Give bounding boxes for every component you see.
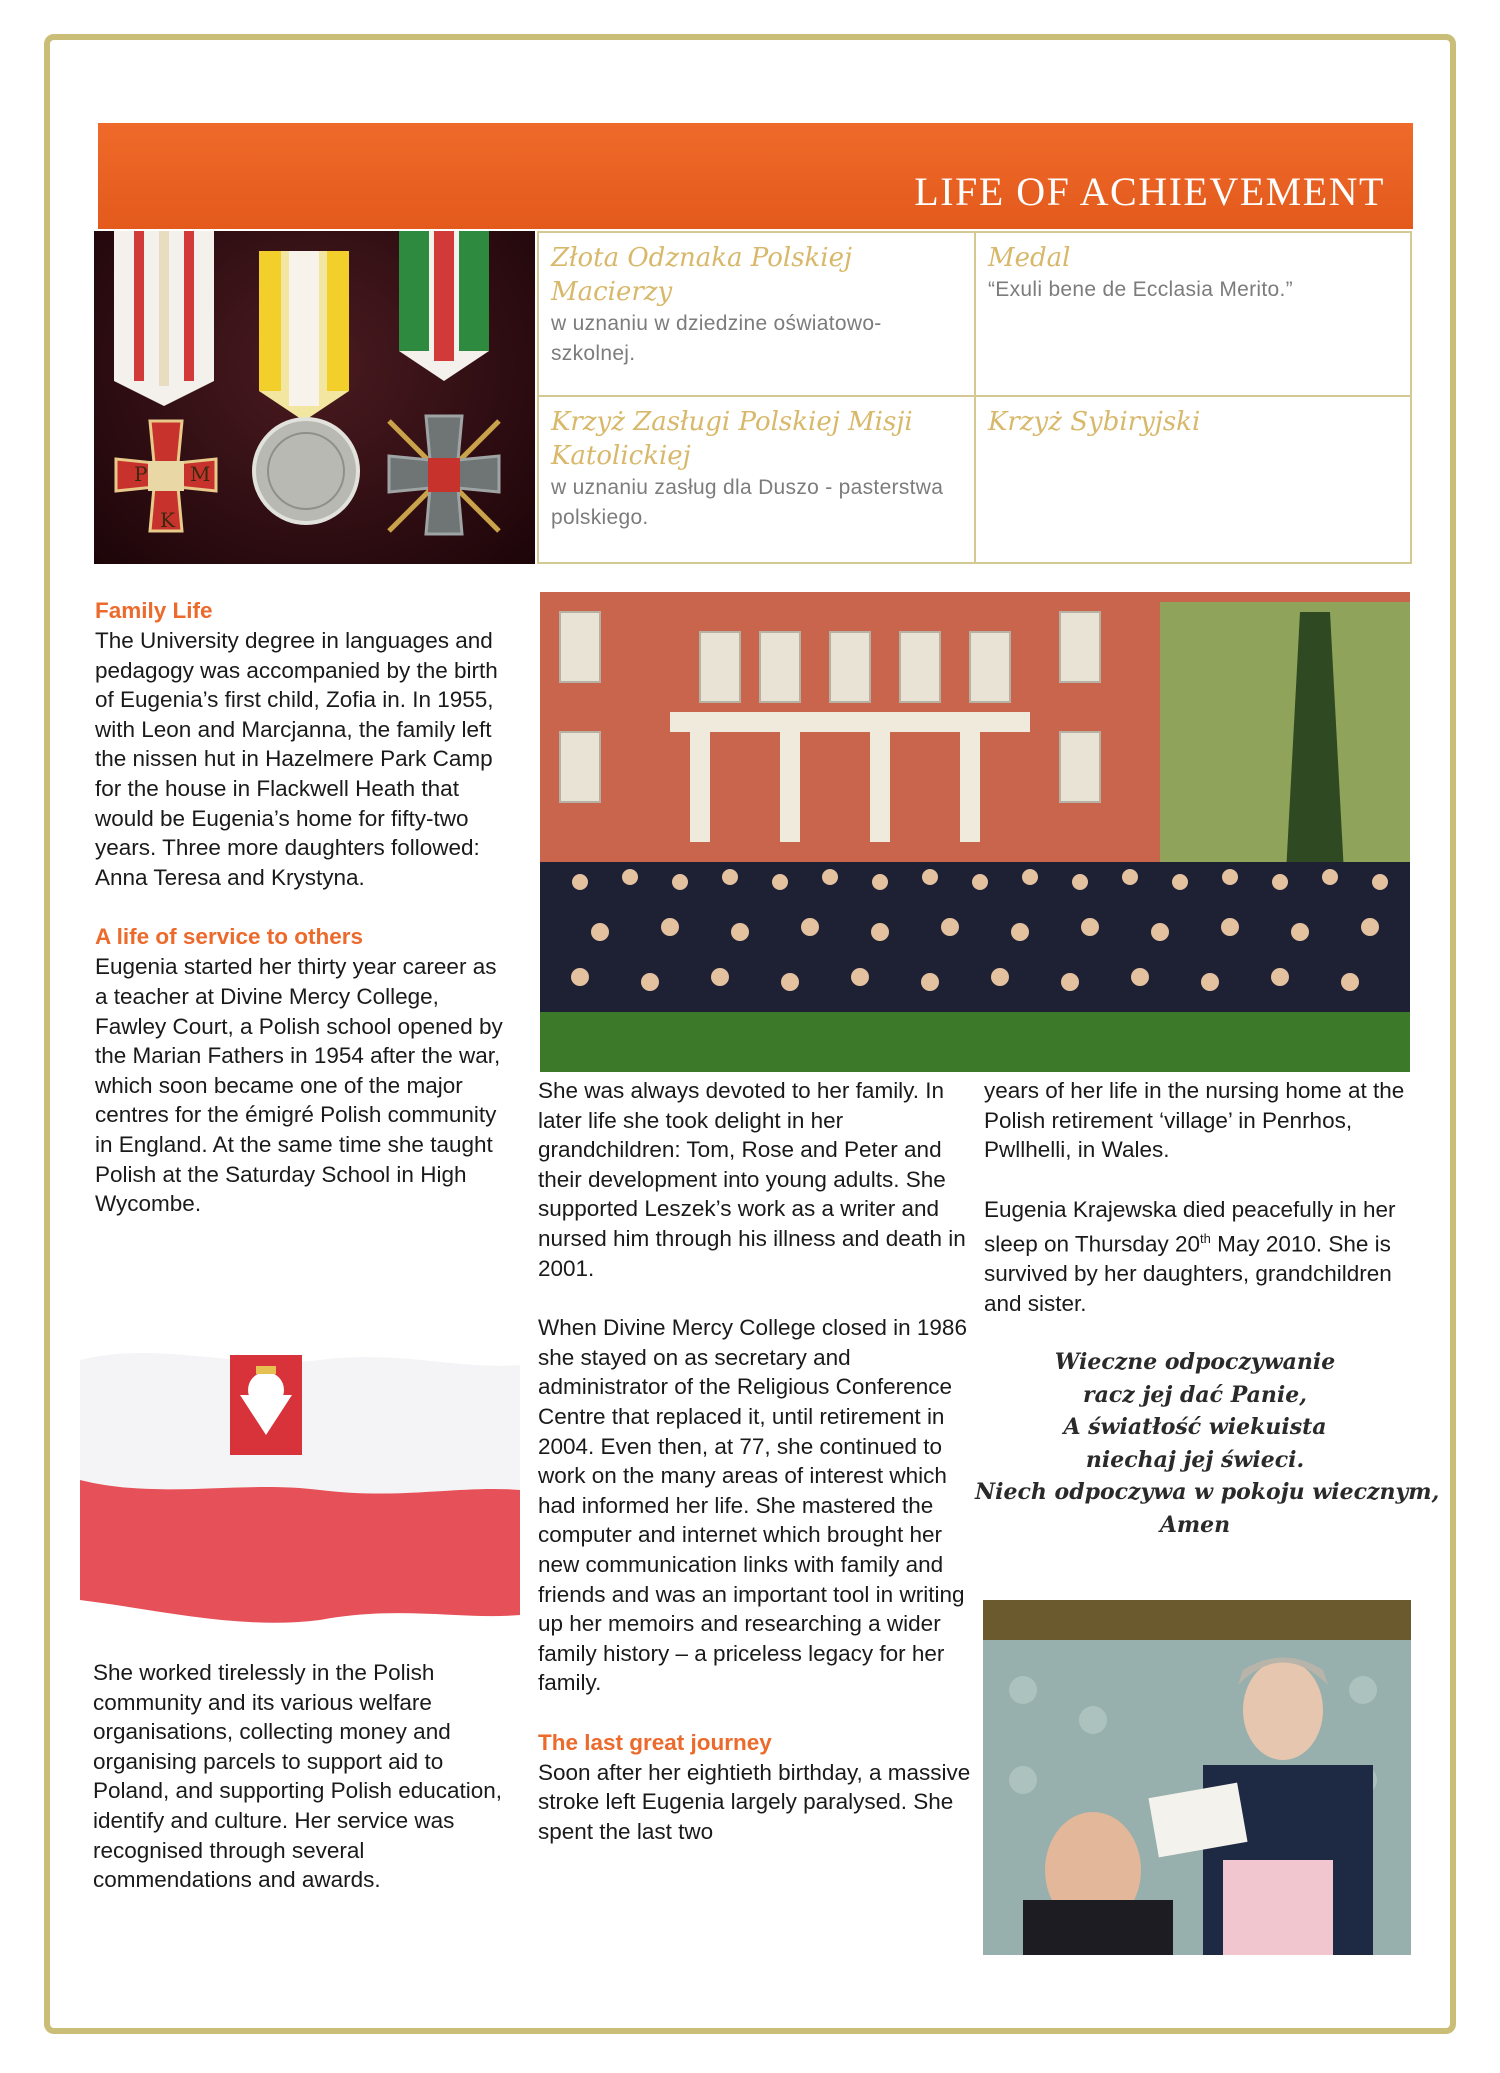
medals-photo	[94, 231, 535, 564]
devotion-text: She was always devoted to her family. In later life she took delight in her grandchildren: Tom, Rose and Peter and their development into young adults. She supported Leszek’s work as a writer and nursed him through his illness and death in 2001.	[538, 1078, 966, 1281]
family-life-text: The University degree in languages and pedagogy was accompanied by the birth of Eugenia’s first child, Zofia in. In 1955, with Leon and Marcjanna, the family left the nissen hut in Hazelmere Park Camp for the house in Flackwell Heath that would be Eugenia’s home for fifty-two years. Three more daughters followed: Anna Teresa and Krystyna.	[95, 628, 498, 890]
grid-divider	[974, 233, 976, 564]
awards-table	[537, 231, 1412, 564]
middle-column	[538, 1076, 978, 1847]
prayer-line: Amen	[1159, 1511, 1231, 1538]
prayer-line: niechaj jej świeci.	[1085, 1446, 1305, 1473]
left-column	[95, 596, 515, 1219]
nursing-home-text: years of her life in the nursing home at the Polish retirement ‘village’ in Penrhos, Pwllhelli, in Wales.	[984, 1078, 1405, 1163]
retirement-text: When Divine Mercy College closed in 1986 she stayed on as secretary and administrator of the Religious Conference Centre that replaced it, until retirement in 2004. Even then, at 77, she continued to work on the many areas of interest which had informed her life. She mastered the computer and internet which brought her new communication links with family and friends and was an important tool in writing up her memoirs and researching a wider family history – a priceless legacy for her family.	[538, 1315, 967, 1696]
service-text: Eugenia started her thirty year career as a teacher at Divine Mercy College, Fawley Court, a Polish school opened by the Marian Fathers in 1954 after the war, which soon became one of the major centres for the émigré Polish community in England. At the same time she taught Polish at the Saturday School in High Wycombe.	[95, 954, 503, 1217]
group-photo-illustration	[540, 592, 1410, 1072]
award-cell-4	[976, 397, 1412, 564]
service-heading: A life of service to others	[95, 924, 363, 950]
portrait-illustration	[983, 1600, 1411, 1955]
award-title: Złota Odznaka Polskiej Macierzy	[551, 243, 853, 307]
award-cell-1	[539, 233, 974, 395]
page-title: LIFE OF ACHIEVEMENT	[914, 169, 1385, 214]
prayer-line: Niech odpoczywa w pokoju wiecznym,	[975, 1479, 1440, 1505]
prayer-line: Wieczne odpoczywanie	[1054, 1349, 1336, 1375]
prayer-verse	[975, 1346, 1440, 1541]
award-cell-2	[976, 233, 1412, 395]
award-title: Medal	[988, 243, 1071, 273]
prayer-line: racz jej dać Panie,	[1083, 1381, 1307, 1408]
grid-divider	[539, 395, 1412, 397]
award-description: w uznaniu zasług dla Duszo - pasterstwa polskiego.	[551, 476, 944, 529]
award-description: w uznaniu w dziedzine oświatowo-szkolnej.	[551, 312, 882, 365]
header-banner	[98, 123, 1413, 229]
family-life-heading: Family Life	[95, 598, 213, 623]
medal-letter-m: M	[190, 462, 211, 486]
death-notice-text: Eugenia Krajewska died peacefully in her sleep on Thursday 20th May 2010. She is survived by her daughters, grandchildren and sister.	[984, 1196, 1396, 1317]
welfare-text: She worked tirelessly in the Polish community and its various welfare organisations, collecting money and organising parcels to support aid to Poland, and supporting Polish education, identify and culture. Her service was recognised through several commendations and awards.	[93, 1660, 503, 1893]
prayer-line: A światłość wiekuista	[1063, 1414, 1327, 1440]
polish-flag-image	[80, 1340, 520, 1640]
group-photo	[540, 592, 1410, 1072]
medal-letter-k: K	[160, 508, 175, 532]
medal-letter-p: P	[134, 462, 148, 486]
portrait-photo	[983, 1600, 1411, 1955]
award-title: Krzyż Zasługi Polskiej Misji Katolickiej	[551, 407, 913, 471]
last-journey-text: Soon after her eightieth birthday, a massive stroke left Eugenia largely paralysed. She spent the last two	[538, 1759, 971, 1845]
right-column	[984, 1076, 1414, 1319]
award-cell-3	[539, 397, 974, 564]
polish-flag-icon	[80, 1340, 520, 1640]
award-title: Krzyż Sybiryjski	[988, 407, 1201, 437]
welfare-column	[93, 1658, 513, 1895]
last-journey-heading: The last great journey	[538, 1729, 772, 1755]
medals-illustration	[94, 231, 535, 564]
award-description: “Exuli bene de Ecclasia Merito.”	[988, 278, 1293, 301]
